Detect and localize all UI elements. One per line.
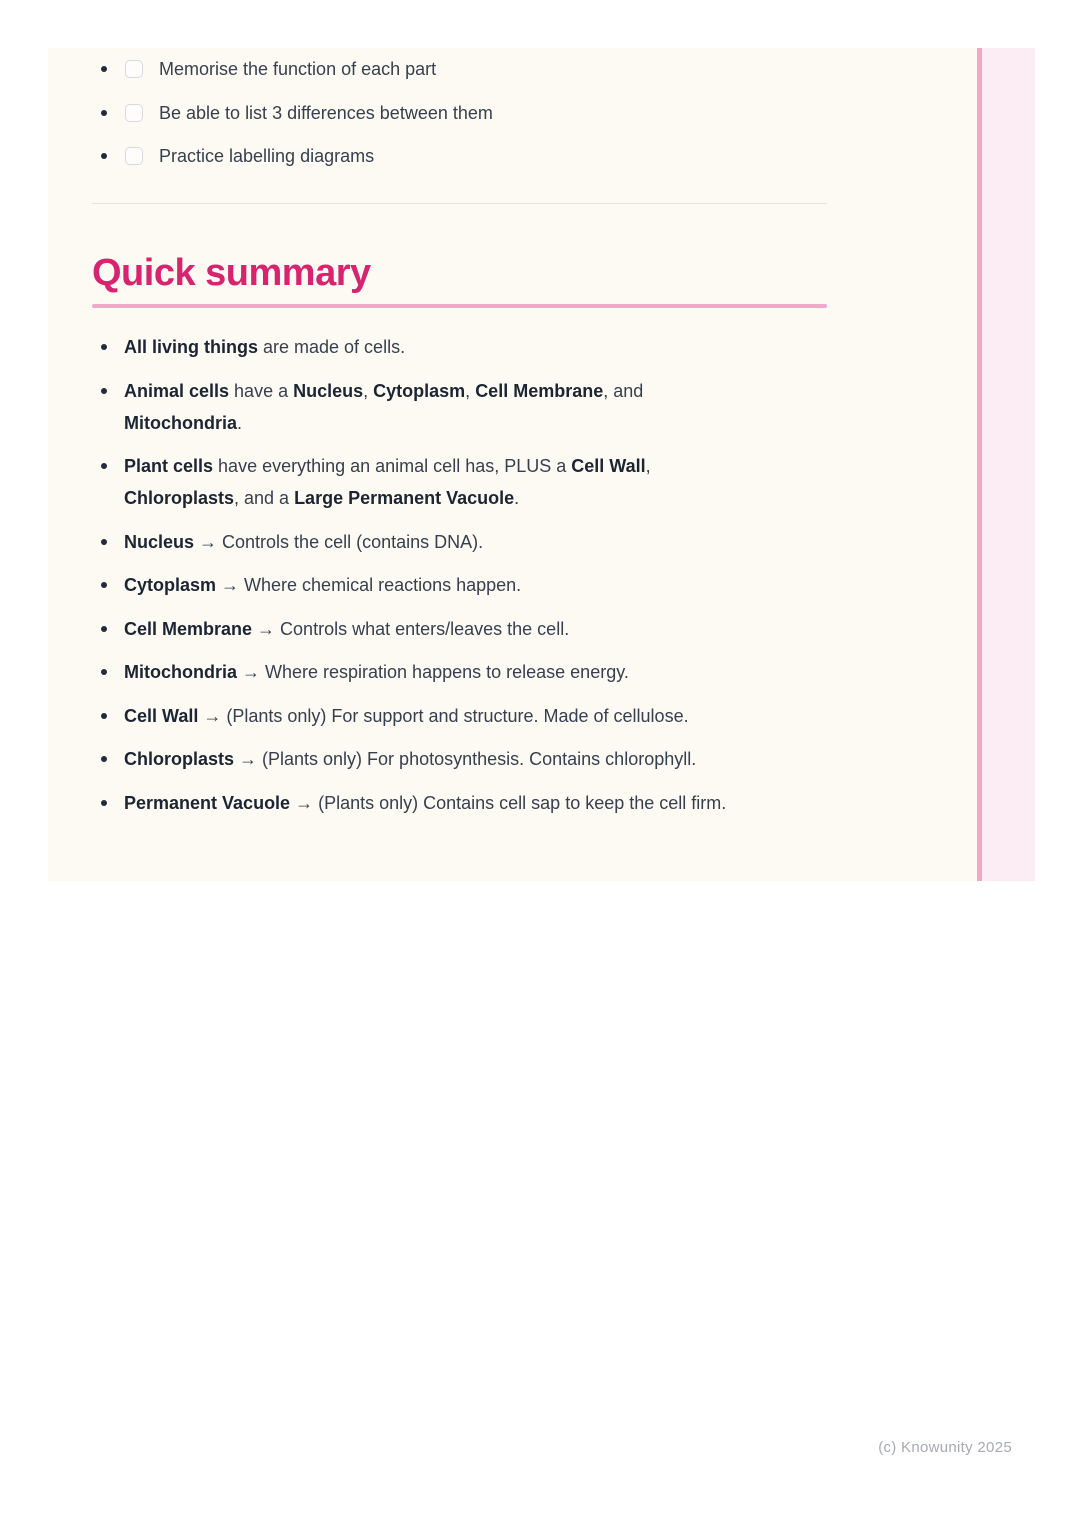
bullet-dot bbox=[101, 539, 107, 545]
section-divider bbox=[92, 203, 827, 204]
checklist bbox=[92, 53, 827, 172]
bullet-dot bbox=[101, 66, 107, 72]
list-item bbox=[92, 700, 827, 732]
text-line bbox=[124, 700, 827, 732]
list-item bbox=[92, 613, 827, 645]
checkbox-unchecked[interactable] bbox=[125, 60, 143, 78]
bold-term: Cytoplasm bbox=[373, 380, 466, 401]
text-line bbox=[124, 613, 827, 645]
text-segment: , bbox=[363, 380, 374, 401]
checkbox-unchecked[interactable] bbox=[125, 147, 143, 165]
text-line bbox=[124, 656, 827, 688]
text-line bbox=[124, 743, 827, 775]
copyright-text: (c) Knowunity 2025 bbox=[878, 1439, 1012, 1456]
text-segment: . bbox=[237, 412, 243, 433]
text-segment: , bbox=[645, 456, 651, 476]
bold-term: Plant cells bbox=[124, 456, 214, 476]
text-segment: → (Plants only) For support and structure. Made of cellulose. bbox=[198, 705, 689, 726]
list-item-text bbox=[124, 700, 827, 732]
text-segment: → Where respiration happens to release energy. bbox=[237, 662, 629, 682]
checklist-item-label: Memorise the function of each part bbox=[159, 59, 437, 79]
bold-term: Permanent Vacuole bbox=[124, 792, 291, 813]
list-item bbox=[92, 331, 827, 363]
bold-term: Large Permanent Vacuole bbox=[294, 488, 515, 508]
content-column bbox=[92, 53, 827, 819]
summary-list bbox=[92, 331, 827, 819]
text-segment: are made of cells. bbox=[258, 337, 406, 357]
text-segment: . bbox=[514, 488, 520, 508]
checklist-item bbox=[92, 140, 827, 172]
text-segment: → Controls the cell (contains DNA). bbox=[194, 531, 484, 552]
text-line bbox=[124, 787, 827, 819]
list-item bbox=[92, 375, 827, 439]
list-item-text bbox=[124, 331, 827, 363]
list-item-text bbox=[124, 787, 827, 819]
bold-term: Mitochondria bbox=[124, 412, 237, 433]
text-segment: have everything an animal cell has, PLUS a bbox=[213, 456, 572, 476]
list-item bbox=[92, 743, 827, 775]
list-item bbox=[92, 569, 827, 601]
bullet-dot bbox=[101, 463, 107, 469]
text-line bbox=[124, 450, 827, 482]
text-line bbox=[124, 569, 827, 601]
list-item-text bbox=[124, 569, 827, 601]
text-line bbox=[124, 526, 827, 558]
bold-term: Nucleus bbox=[293, 380, 364, 401]
bold-term: All living things bbox=[124, 337, 258, 357]
bullet-dot bbox=[101, 756, 107, 762]
list-item-text bbox=[124, 526, 827, 558]
bold-term: Chloroplasts bbox=[124, 749, 235, 769]
bullet-dot bbox=[101, 800, 107, 806]
bullet-dot bbox=[101, 582, 107, 588]
bullet-dot bbox=[101, 388, 107, 394]
bold-term: Chloroplasts bbox=[124, 488, 235, 508]
checklist-item-label: Be able to list 3 differences between them bbox=[159, 102, 493, 123]
text-segment: , bbox=[465, 380, 476, 401]
checklist-item bbox=[92, 97, 827, 129]
bold-term: Cytoplasm bbox=[124, 575, 217, 595]
card-content bbox=[48, 48, 827, 819]
list-item-text bbox=[124, 450, 827, 514]
text-line bbox=[124, 375, 827, 407]
title-underline bbox=[92, 304, 827, 308]
bold-term: Cell Membrane bbox=[124, 618, 253, 639]
checklist-item-label: Practice labelling diagrams bbox=[159, 146, 375, 166]
text-segment: → (Plants only) Contains cell sap to keep the cell firm. bbox=[290, 792, 727, 813]
bold-term: Cell Wall bbox=[571, 456, 646, 476]
text-line bbox=[124, 331, 827, 363]
text-segment: → Controls what enters/leaves the cell. bbox=[252, 618, 570, 639]
list-item bbox=[92, 450, 827, 514]
list-item-text bbox=[124, 743, 827, 775]
bold-term: Mitochondria bbox=[124, 662, 237, 682]
bold-term: Nucleus bbox=[124, 531, 195, 552]
list-item bbox=[92, 656, 827, 688]
checkbox-unchecked[interactable] bbox=[125, 104, 143, 122]
bold-term: Animal cells bbox=[124, 380, 230, 401]
list-item-text bbox=[124, 613, 827, 645]
notes-card bbox=[48, 48, 977, 881]
checklist-item bbox=[92, 53, 827, 85]
text-segment: → (Plants only) For photosynthesis. Contains chlorophyll. bbox=[234, 749, 697, 769]
text-line bbox=[124, 482, 827, 514]
page-edge-panel bbox=[982, 48, 1035, 881]
bold-term: Cell Wall bbox=[124, 705, 199, 726]
list-item-text bbox=[124, 656, 827, 688]
list-item bbox=[92, 787, 827, 819]
text-segment: , and a bbox=[234, 488, 295, 508]
text-segment: , and bbox=[603, 380, 644, 401]
bullet-dot bbox=[101, 626, 107, 632]
section-title: Quick summary bbox=[92, 252, 371, 294]
list-item bbox=[92, 526, 827, 558]
bold-term: Cell Membrane bbox=[475, 380, 604, 401]
bullet-dot bbox=[101, 669, 107, 675]
text-line bbox=[124, 407, 827, 439]
bullet-dot bbox=[101, 153, 107, 159]
list-item-text bbox=[124, 375, 827, 439]
bullet-dot bbox=[101, 344, 107, 350]
bullet-dot bbox=[101, 110, 107, 116]
text-segment: have a bbox=[229, 380, 294, 401]
bullet-dot bbox=[101, 713, 107, 719]
text-segment: → Where chemical reactions happen. bbox=[216, 575, 522, 595]
